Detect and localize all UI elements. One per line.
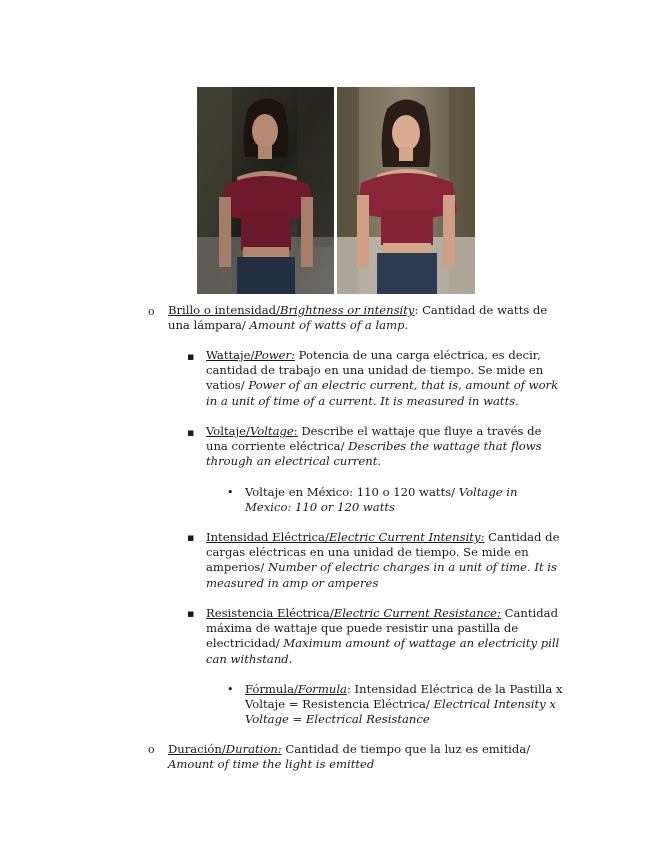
term-en: Electric Current Intensity: (328, 530, 485, 544)
list-item-formula (245, 682, 564, 728)
term-en: Duration: (225, 742, 282, 756)
list-item-voltage (206, 424, 564, 470)
definition-en: Number of electric charges in a unit of time. It is measured in amp or amperes (206, 560, 557, 590)
list-bullet: ▪ (187, 350, 195, 363)
definition-es: Cantidad de cargas eléctricas en una unidad de tiempo. Se mide en amperios/ (206, 530, 560, 575)
term-es: Intensidad Eléctrica/ (206, 530, 329, 544)
definition-en: Amount of time the light is emitted (168, 757, 375, 772)
definition-en: Voltage in Mexico: 110 or 120 watts (245, 485, 518, 515)
definition-es: Describe el wattaje que fluye a través de una corriente eléctrica/ (206, 424, 542, 454)
definition-en: Electrical Intensity x Voltage = Electrical Resistance (245, 697, 556, 727)
separator: : (293, 424, 298, 438)
term-en: Voltage (249, 424, 294, 438)
term-en: Power: (254, 348, 295, 362)
definition-es: Cantidad de tiempo que la luz es emitida/ (281, 742, 531, 756)
list-bullet: ▪ (187, 531, 195, 544)
definition-en: Amount of watts of a lamp. (249, 318, 409, 333)
definition-es: Cantidad de watts de una lámpara/ (168, 303, 548, 333)
list-bullet: o (148, 743, 155, 756)
definition-en: Maximum amount of wattage an electricity pill can withstand. (206, 636, 560, 666)
term-en: Formula (297, 682, 347, 696)
definition-en: Power of an electric current, that is, amount of work in a unit of time of a current. It is measured in watts. (206, 378, 559, 408)
term-es: Brillo o intensidad/ (168, 303, 280, 317)
term-es: Fórmula/ (245, 682, 298, 696)
list-bullet: o (148, 305, 155, 318)
term-es: Voltaje/ (206, 424, 250, 438)
separator: : (414, 303, 423, 317)
separator: : (346, 682, 355, 696)
definition-en: Describes the wattage that flows through an electrical current. (206, 439, 542, 469)
list-item-brightness (168, 303, 564, 333)
term-es: Duración/ (168, 742, 226, 756)
list-item-voltage-mexico (245, 485, 564, 515)
term-es: Resistencia Eléctrica/ (206, 606, 334, 620)
list-item-resistance (206, 606, 564, 667)
definition-es: Voltaje en México: 110 o 120 watts/ (245, 485, 459, 499)
list-bullet: ▪ (187, 607, 195, 620)
list-bullet: ▪ (187, 426, 195, 439)
photo-pair (197, 87, 475, 294)
definition-es: Cantidad máxima de wattaje que puede resistir una pastilla de electricidad/ (206, 606, 559, 651)
list-item-duration (168, 742, 564, 772)
term-es: Wattaje/ (206, 348, 255, 362)
list-bullet: • (227, 683, 234, 696)
definition-es: Potencia de una carga eléctrica, es decir, cantidad de trabajo en una unidad de tiempo. Se mide en vatios/ (206, 348, 544, 393)
definition-es: Intensidad Eléctrica de la Pastilla x Voltaje = Resistencia Eléctrica/ (245, 682, 563, 712)
list-item-current-intensity (206, 530, 564, 591)
photo-bright-light (337, 87, 475, 294)
term-en: Brightness or intensity (280, 303, 415, 317)
term-en: Electric Current Resistance: (333, 606, 501, 620)
list-item-wattage (206, 348, 564, 409)
list-bullet: • (227, 486, 234, 499)
photo-dim-light (197, 87, 334, 294)
